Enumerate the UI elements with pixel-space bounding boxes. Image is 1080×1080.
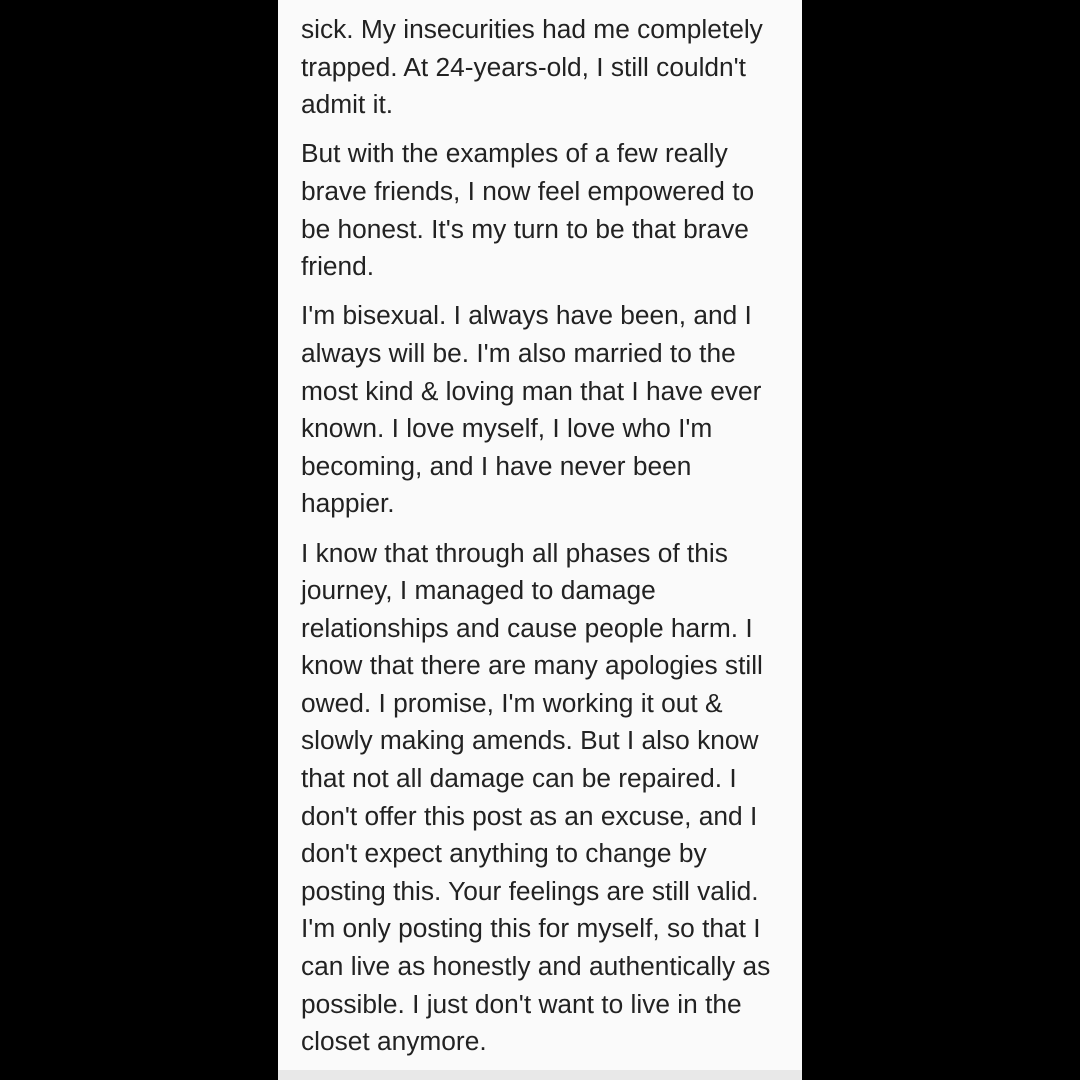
text-line: journey, I managed to damage — [301, 575, 656, 606]
paragraph-2 — [301, 135, 796, 285]
post-card — [278, 0, 802, 1080]
text-line: sick. My insecurities had me completely — [301, 14, 763, 44]
text-line: known. I love myself, I love who I'm — [301, 413, 713, 444]
text-line: posting this. Your feelings are still valid. — [301, 875, 759, 906]
paragraph-spacer — [301, 523, 796, 535]
text-line: becoming, and I have never been — [301, 450, 692, 481]
text-line: that not all damage can be repaired. I — [301, 763, 737, 794]
paragraph-3 — [301, 297, 796, 523]
text-line: I'm only posting this for myself, so that I — [301, 913, 761, 944]
text-line: closet anymore. — [301, 1026, 487, 1057]
text-line: friend. — [301, 251, 375, 282]
paragraph-4 — [301, 535, 796, 1061]
text-line: trapped. At 24-years-old, I still couldn't — [301, 51, 746, 82]
paragraph-1 — [301, 11, 796, 124]
text-line: relationships and cause people harm. I — [301, 612, 753, 643]
text-line: slowly making amends. But I also know — [301, 725, 759, 756]
text-line: I'm bisexual. I always have been, and I — [301, 300, 752, 331]
text-line: can live as honestly and authentically as — [301, 951, 771, 982]
text-line: always will be. I'm also married to the — [301, 337, 736, 368]
text-line: I know that through all phases of this — [301, 537, 728, 568]
paragraph-spacer — [301, 286, 796, 298]
text-line: know that there are many apologies still — [301, 650, 763, 681]
text-line: possible. I just don't want to live in the — [301, 988, 742, 1019]
text-line: admit it. — [301, 89, 394, 120]
text-line: don't offer this post as an excuse, and I — [301, 800, 758, 831]
text-line: brave friends, I now feel empowered to — [301, 175, 755, 206]
text-line: owed. I promise, I'm working it out & — [301, 687, 723, 718]
text-line: be honest. It's my turn to be that brave — [301, 213, 749, 244]
text-line: most kind & loving man that I have ever — [301, 375, 762, 406]
text-line: But with the examples of a few really — [301, 138, 728, 169]
text-line: happier. — [301, 488, 395, 519]
text-line: don't expect anything to change by — [301, 838, 707, 869]
paragraph-spacer — [301, 124, 796, 136]
post-body — [301, 11, 796, 1061]
card-bottom-strip — [278, 1070, 802, 1080]
